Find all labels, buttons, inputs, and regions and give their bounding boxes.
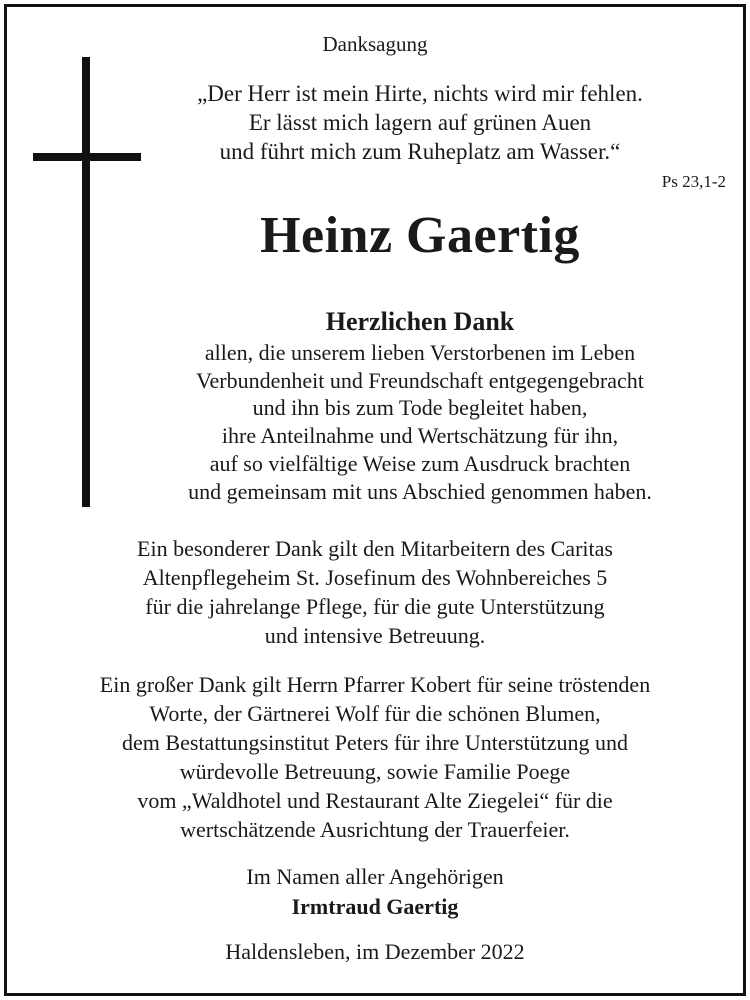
paragraph-line: Altenpflegeheim St. Josefinum des Wohnbereiches 5: [142, 565, 608, 590]
paragraph-line: Ein großer Dank gilt Herrn Pfarrer Kobert für seine tröstenden: [99, 672, 651, 697]
deceased-name: Heinz Gaertig: [260, 207, 580, 264]
paragraph-line: dem Bestattungsinstitut Peters für ihre Unterstützung und: [122, 730, 628, 755]
thanks-text: [140, 339, 700, 505]
thanks-line: allen, die unserem lieben Verstorbenen im Leben: [204, 340, 636, 365]
paragraph-line: vom „Waldhotel und Restaurant Alte Ziegelei“ für die: [137, 788, 613, 813]
paragraph-line: wertschätzende Ausrichtung der Trauerfeier.: [180, 817, 570, 842]
thanks-line: auf so vielfältige Weise zum Ausdruck brachten: [209, 450, 631, 476]
paragraph-line: Ein besonderer Dank gilt den Mitarbeitern des Caritas: [137, 536, 613, 561]
psalm-reference: Ps 23,1-2: [661, 172, 726, 191]
paragraph-line: für die jahrelange Pflege, für die gute Unterstützung: [145, 594, 605, 619]
thanks-line: ihre Anteilnahme und Wertschätzung für ihn,: [221, 423, 619, 449]
thanks-line: und gemeinsam mit uns Abschied genommen haben.: [188, 478, 652, 504]
quote-line: und führt mich zum Ruheplatz am Wasser.“: [219, 139, 621, 164]
service-thanks-paragraph: [0, 670, 750, 844]
quote-line: Er lässt mich lagern auf grünen Auen: [248, 110, 592, 135]
paragraph-line: würdevolle Betreuung, sowie Familie Poege: [179, 759, 571, 784]
cross-icon: [82, 57, 90, 507]
thanks-heading: Herzlichen Dank: [325, 307, 515, 336]
place-date: Haldensleben, im Dezember 2022: [225, 939, 525, 964]
notice-title: Danksagung: [322, 32, 428, 56]
closing-intro: Im Namen aller Angehörigen: [246, 864, 504, 889]
paragraph-line: und intensive Betreuung.: [264, 623, 486, 648]
thanks-line: und ihn bis zum Tode begleitet haben,: [252, 395, 588, 421]
thanks-line: Verbundenheit und Freundschaft entgegengebracht: [196, 367, 644, 393]
quote-line: „Der Herr ist mein Hirte, nichts wird mir fehlen.: [197, 81, 643, 106]
care-thanks-paragraph: [0, 534, 750, 650]
psalm-quote: [140, 79, 700, 166]
closing-block: [0, 862, 750, 922]
paragraph-line: Worte, der Gärtnerei Wolf für die schönen Blumen,: [149, 701, 601, 726]
cross-icon-crossbar: [33, 153, 141, 161]
signer-name: Irmtraud Gaertig: [291, 894, 459, 919]
